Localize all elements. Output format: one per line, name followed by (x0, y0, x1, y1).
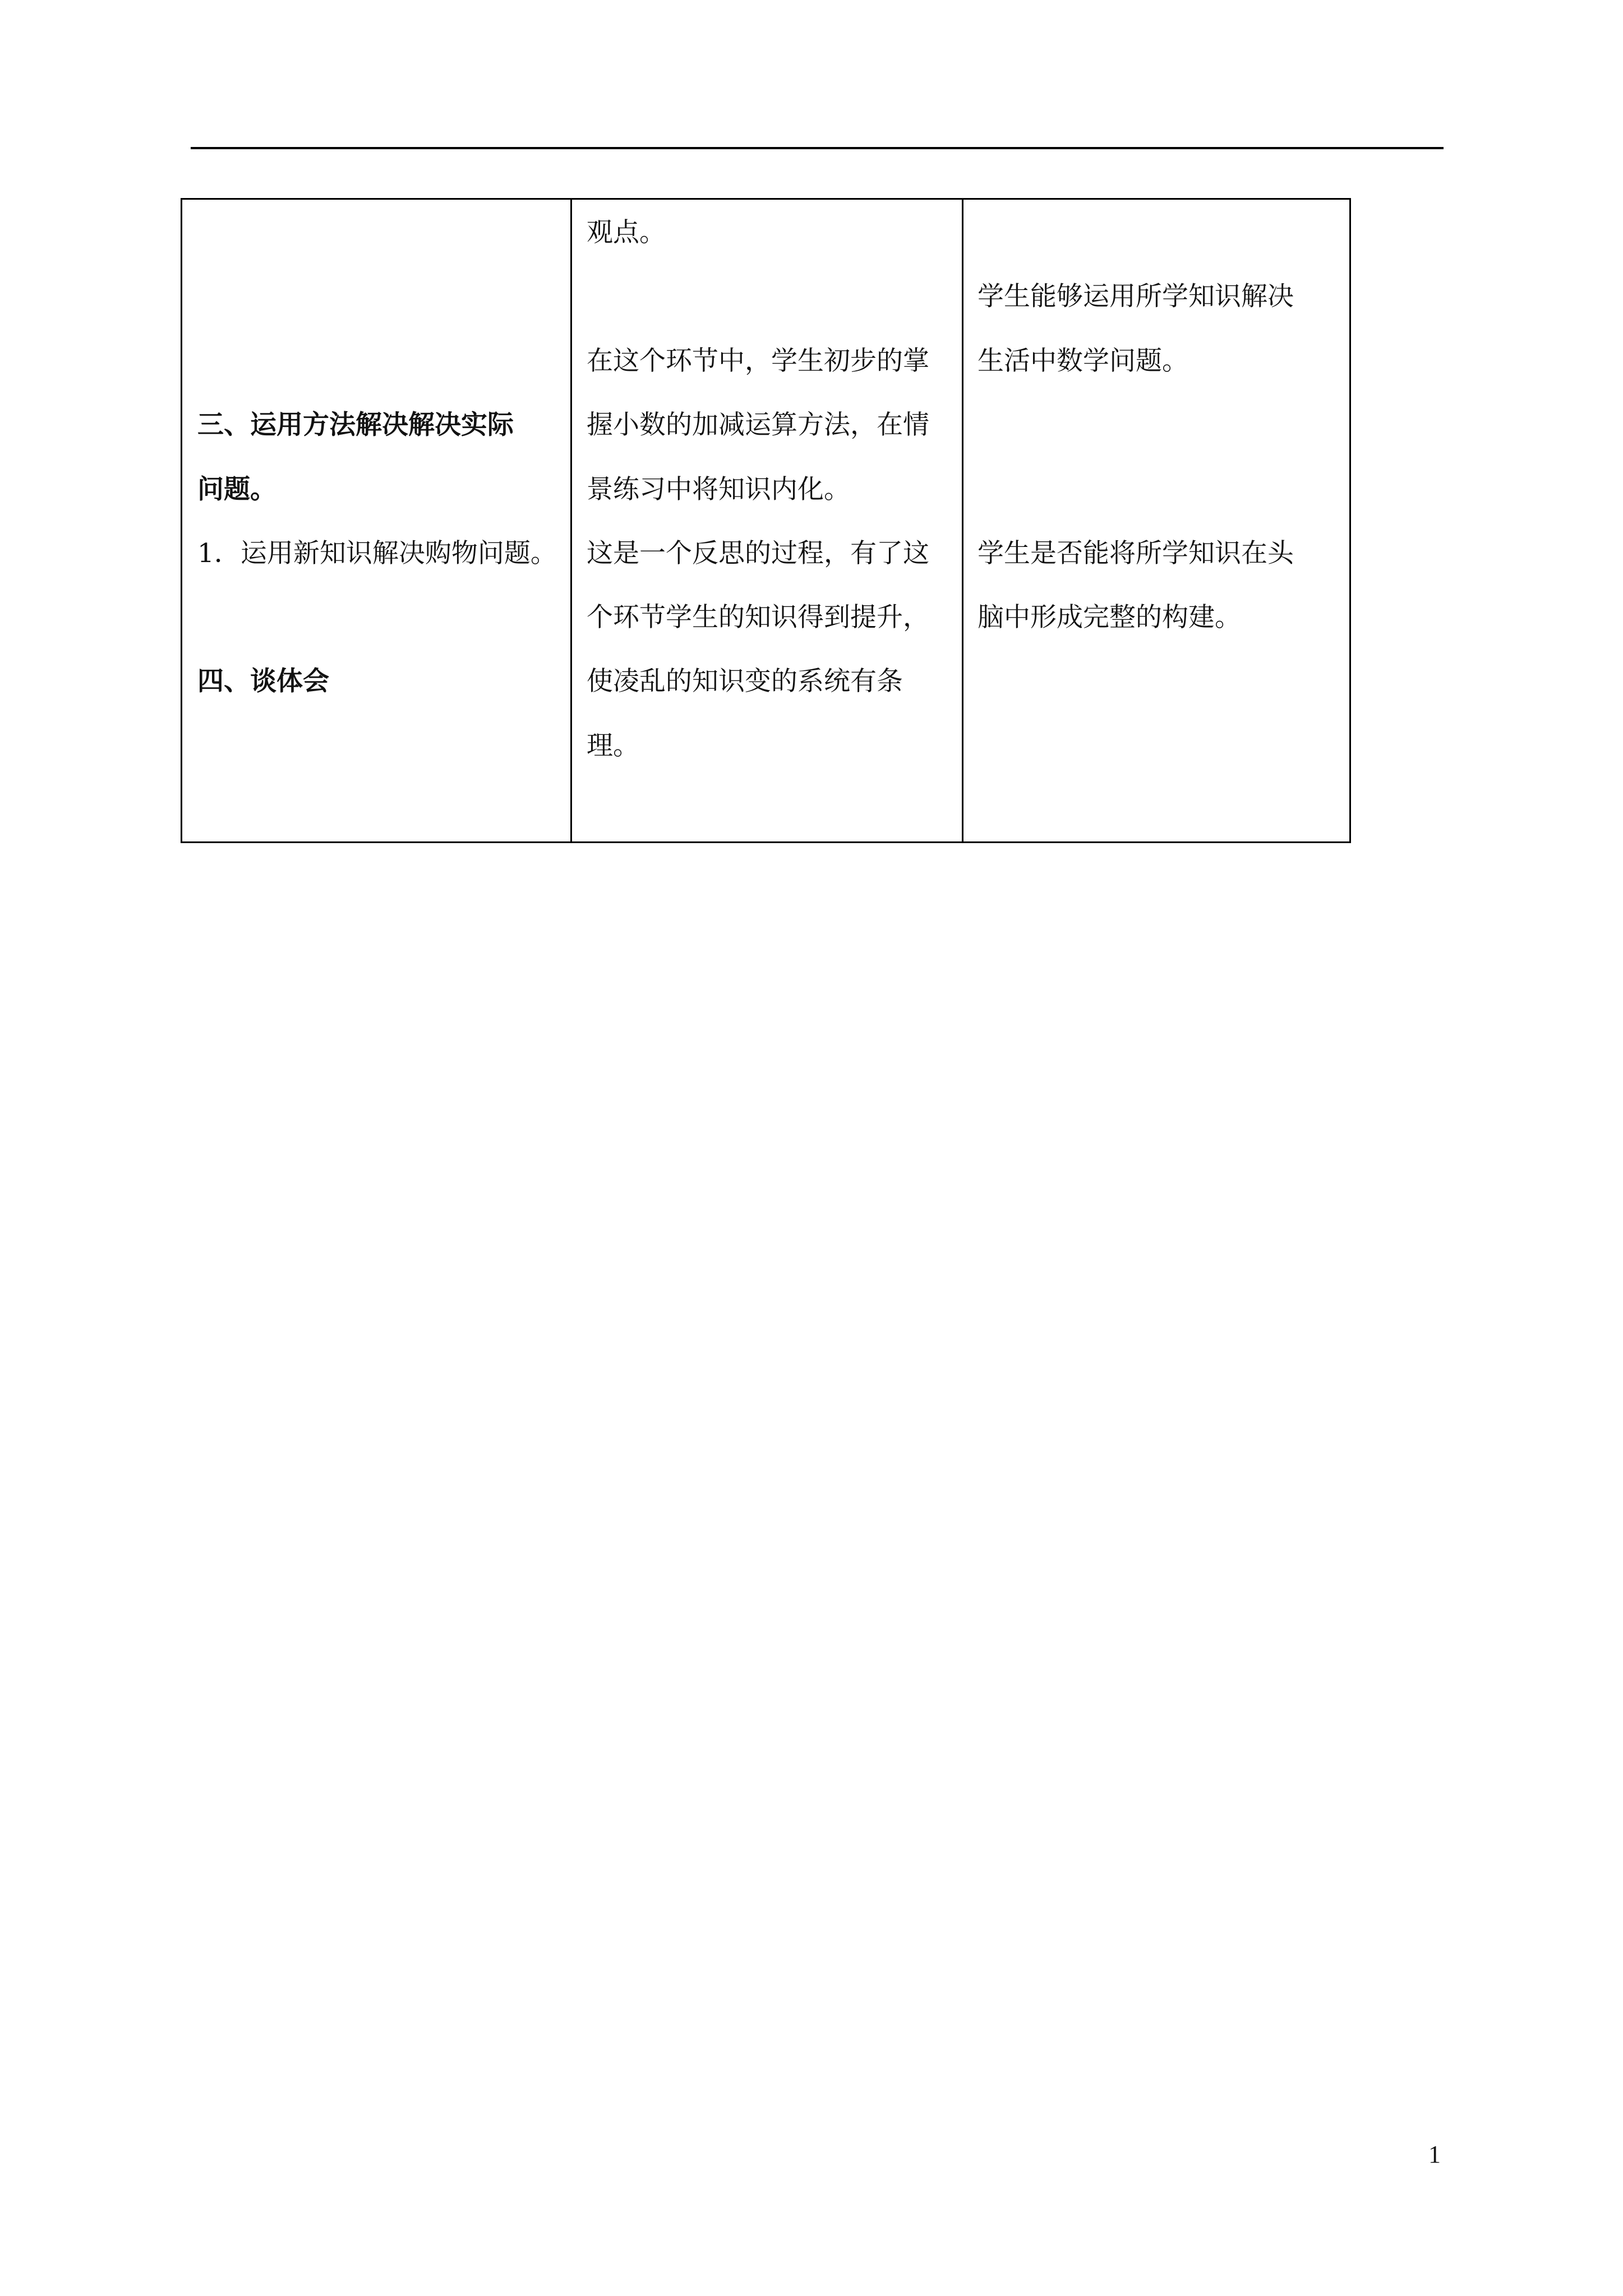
evaluation-line: 脑中形成完整的构建。 (978, 602, 1241, 633)
step-item-1: 1．运用新知识解决购物问题。 (197, 538, 557, 569)
column-divider (570, 200, 572, 841)
intent-line: 在这个环节中，学生初步的掌 (587, 346, 929, 376)
header-rule (191, 147, 1444, 149)
evaluation-line: 学生能够运用所学知识解决 (978, 281, 1294, 312)
intent-line: 使凌乱的知识变的系统有条 (587, 666, 903, 697)
section-heading-four: 四、谈体会 (197, 666, 329, 697)
section-heading-three: 三、运用方法解决解决实际 (197, 409, 514, 440)
column-divider (962, 200, 963, 841)
intent-line: 观点。 (587, 217, 666, 248)
section-heading-three-cont: 问题。 (197, 474, 276, 505)
evaluation-line: 生活中数学问题。 (978, 346, 1188, 376)
intent-line: 个环节学生的知识得到提升， (587, 602, 929, 633)
evaluation-line: 学生是否能将所学知识在头 (978, 538, 1294, 569)
intent-line: 理。 (587, 730, 639, 761)
page-number: 1 (1428, 2141, 1441, 2168)
intent-line: 握小数的加减运算方法，在情 (587, 409, 929, 440)
intent-line: 这是一个反思的过程，有了这 (587, 538, 929, 569)
intent-line: 景练习中将知识内化。 (587, 474, 850, 505)
